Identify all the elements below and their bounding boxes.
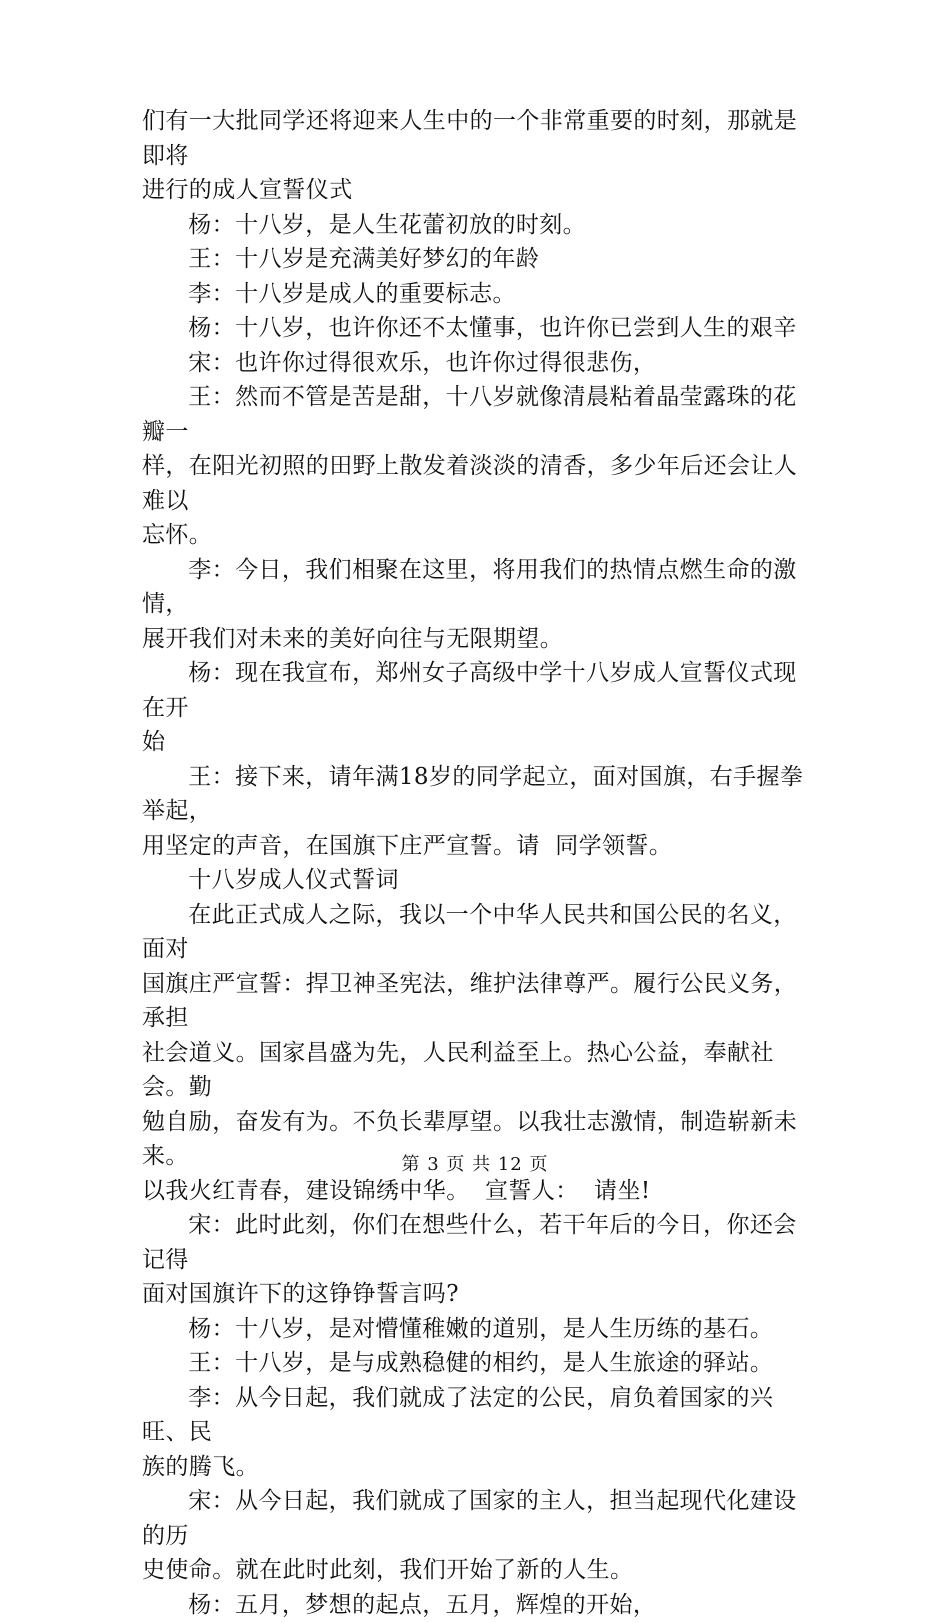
paragraph: 杨：十八岁，是对懵懂稚嫩的道别，是人生历练的基石。 <box>142 1312 812 1347</box>
paragraph: 们有一大批同学还将迎来人生中的一个非常重要的时刻，那就是即将 进行的成人宣誓仪式 <box>142 104 812 208</box>
oath-text: 在此正式成人之际，我以一个中华人民共和国公民的名义，面对 国旗庄严宣誓：捍卫神圣宪法，维护法律尊严。履行公民义务，承担 社会道义。国家昌盛为先，人民利益至上。热心公益，奉献社会。勤 勉自励，奋发有为。不负长辈厚望。以我壮志激情，制造崭新未来。 以我火红青春，建设锦绣中华。 宣誓人： 请坐! <box>142 898 812 1209</box>
paragraph: 李：从今日起，我们就成了法定的公民，肩负着国家的兴旺、民 族的腾飞。 <box>142 1381 812 1485</box>
paragraph: 王：然而不管是苦是甜，十八岁就像清晨粘着晶莹露珠的花瓣一 样，在阳光初照的田野上散发着淡淡的清香，多少年后还会让人难以 忘怀。 <box>142 380 812 553</box>
paragraph: 李：十八岁是成人的重要标志。 <box>142 277 812 312</box>
page-number: 第 3 页 共 12 页 <box>0 1153 950 1177</box>
document-body <box>142 104 812 1622</box>
paragraph: 杨：十八岁，也许你还不太懂事，也许你已尝到人生的艰辛 <box>142 311 812 346</box>
paragraph: 杨：五月，梦想的起点，五月，辉煌的开始， <box>142 1588 812 1622</box>
paragraph: 杨：十八岁，是人生花蕾初放的时刻。 <box>142 208 812 243</box>
paragraph: 杨：现在我宣布，郑州女子高级中学十八岁成人宣誓仪式现在开 始 <box>142 656 812 760</box>
paragraph: 宋：也许你过得很欢乐，也许你过得很悲伤， <box>142 346 812 381</box>
paragraph: 宋：此时此刻，你们在想些什么，若干年后的今日，你还会记得 面对国旗许下的这铮铮誓言吗? <box>142 1208 812 1312</box>
oath-heading: 十八岁成人仪式誓词 <box>142 863 812 898</box>
paragraph: 宋：从今日起，我们就成了国家的主人，担当起现代化建设的历 史使命。就在此时此刻，我们开始了新的人生。 <box>142 1484 812 1588</box>
paragraph: 王：十八岁，是与成熟稳健的相约，是人生旅途的驿站。 <box>142 1346 812 1381</box>
paragraph: 王：接下来，请年满18岁的同学起立，面对国旗，右手握拳举起， 用坚定的声音，在国旗下庄严宣誓。请 同学领誓。 <box>142 760 812 864</box>
paragraph: 李：今日，我们相聚在这里，将用我们的热情点燃生命的激情， 展开我们对未来的美好向往与无限期望。 <box>142 553 812 657</box>
paragraph: 王：十八岁是充满美好梦幻的年龄 <box>142 242 812 277</box>
